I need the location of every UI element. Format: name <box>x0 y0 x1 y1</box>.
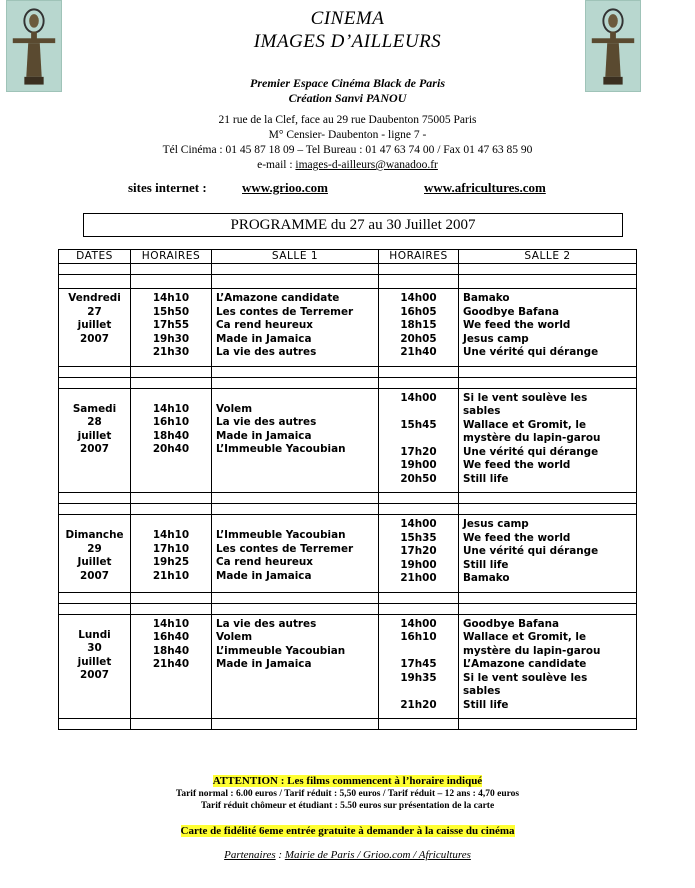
salle2-films <box>459 515 637 593</box>
salle2-films <box>459 388 637 493</box>
salle1-times-line: 21h40 <box>152 658 190 670</box>
salle1-times-line: 14h10 <box>152 617 190 630</box>
tarif-line: Tarif normal : 6.00 euros / Tarif réduit : 5,50 euros / Tarif réduit – 12 ans : 4,70 euros <box>175 789 520 799</box>
salle1-films-line: La vie des autres <box>216 346 317 358</box>
salle2-films-line: Jesus camp <box>463 332 529 345</box>
salle2-times-line <box>379 405 458 419</box>
salle1-films-line: Made in Jamaica <box>216 429 312 442</box>
sites-label: sites internet : <box>128 180 207 195</box>
header-salle-1: SALLE 1 <box>212 250 379 264</box>
salle2-films-line: Goodbye Bafana <box>463 305 559 318</box>
salle2-times-line: 14h00 <box>400 292 437 304</box>
salle2-times-line: 14h00 <box>400 617 437 630</box>
salle2-films-line: Une vérité qui dérange <box>463 445 599 458</box>
salle2-times-line: 17h20 <box>400 445 437 458</box>
spacer-row <box>59 719 637 730</box>
date-cell-line: Lundi <box>78 628 111 641</box>
salle2-times-line: 21h40 <box>400 346 437 358</box>
salle1-times-line: 21h30 <box>152 346 190 358</box>
salle1-films-line: L’immeuble Yacoubian <box>216 644 346 657</box>
salle1-times-line: 21h10 <box>152 569 190 582</box>
date-cell-line: 2007 <box>80 569 109 582</box>
creator: Création Sanvi PANOU <box>288 91 407 105</box>
date-cell-line: Juillet <box>77 556 112 568</box>
header-horaires-1: HORAIRES <box>131 250 212 264</box>
date-cell-line: 2007 <box>80 669 109 681</box>
programme-title: PROGRAMME du 27 au 30 Juillet 2007 <box>83 213 623 237</box>
salle2-times-line: 19h00 <box>400 459 437 471</box>
salle2-films-line: Bamako <box>463 572 510 584</box>
salle2-films-line: Jesus camp <box>463 518 529 530</box>
salle2-films-line: Bamako <box>463 292 510 304</box>
salle2-films-line: Wallace et Gromit, le <box>463 418 587 431</box>
salle1-films-line: Les contes de Terremer <box>216 305 354 318</box>
salle1-films <box>212 515 379 593</box>
salle2-times-line: 21h20 <box>400 698 437 711</box>
salle2-times <box>379 515 459 593</box>
salle2-times-line <box>379 685 458 699</box>
email-label: e-mail : <box>257 159 293 171</box>
salle2-films-line: Still life <box>463 558 509 571</box>
salle2-times-line: 19h00 <box>400 558 437 571</box>
address-line: 21 rue de la Clef, face au 29 rue Daubenton 75005 Paris <box>218 114 477 126</box>
site-link-africultures[interactable]: www.africultures.com <box>424 180 546 195</box>
site-link-grioo[interactable]: www.grioo.com <box>242 180 328 195</box>
salle1-films-line: Ca rend heureux <box>216 319 313 331</box>
salle2-times-line: 20h05 <box>400 332 437 345</box>
salle1-times-line: 14h10 <box>152 402 190 415</box>
day-row <box>59 289 637 367</box>
attention-notice <box>0 775 695 787</box>
salle1-times-line: 19h25 <box>152 556 190 568</box>
date-cell <box>59 614 131 719</box>
cinema-title: CINEMA <box>310 8 385 29</box>
salle1-times-line: 14h10 <box>152 529 190 541</box>
phone-line: Tél Cinéma : 01 45 87 18 09 – Tel Bureau : 01 47 63 74 00 / Fax 01 47 63 85 90 <box>162 144 533 156</box>
spacer-row <box>59 493 637 504</box>
salle1-times <box>131 515 212 593</box>
email-link[interactable]: images-d-ailleurs@wanadoo.fr <box>295 159 438 171</box>
salle2-films-line: Si le vent soulève les <box>463 671 588 684</box>
header-horaires-2: HORAIRES <box>379 250 459 264</box>
spacer-row <box>59 366 637 377</box>
subtitle: Premier Espace Cinéma Black de Paris <box>250 76 445 90</box>
salle1-films-line: Volem <box>216 631 253 643</box>
salle1-times-line: 20h40 <box>152 443 190 455</box>
date-cell <box>59 515 131 593</box>
salle2-films-line: Still life <box>463 472 509 485</box>
salle1-films-line: Made in Jamaica <box>216 332 312 345</box>
salle2-films-line: sables <box>463 405 501 417</box>
salle2-films-line: L’Amazone candidate <box>463 658 587 670</box>
salle1-times-line: 16h40 <box>152 631 190 643</box>
date-cell-line: 29 <box>87 542 102 555</box>
salle1-films-line: La vie des autres <box>216 617 317 630</box>
salle1-films <box>212 614 379 719</box>
salle2-times <box>379 388 459 493</box>
salle2-films-line: We feed the world <box>463 531 571 544</box>
salle2-times <box>379 289 459 367</box>
date-cell <box>59 388 131 493</box>
salle1-times-line: 18h40 <box>152 644 190 657</box>
day-row <box>59 388 637 493</box>
salle2-films-line: Wallace et Gromit, le <box>463 631 587 643</box>
salle1-films-line: L’Immeuble Yacoubian <box>216 529 346 541</box>
date-cell-line: Vendredi <box>68 292 121 304</box>
salle1-times-line: 17h10 <box>152 542 190 555</box>
salle1-films <box>212 289 379 367</box>
salle1-times-line: 15h50 <box>152 305 190 318</box>
salle1-times-line: 18h40 <box>152 429 190 442</box>
salle2-times-line: 18h15 <box>400 319 437 331</box>
salle1-films-line: L’Immeuble Yacoubian <box>216 443 346 455</box>
tarif-line-reduced: Tarif réduit chômeur et étudiant : 5.50 euros sur présentation de la carte <box>200 801 495 811</box>
day-row <box>59 515 637 593</box>
salle2-films-line: sables <box>463 685 501 697</box>
salle1-times <box>131 289 212 367</box>
salle2-films-line: mystère du lapin-garou <box>463 432 601 444</box>
salle2-films-line: Goodbye Bafana <box>463 617 559 630</box>
date-cell-line: 2007 <box>80 443 109 455</box>
salle2-films-line: Une vérité qui dérange <box>463 346 599 358</box>
salle1-times-line: 14h10 <box>152 292 190 304</box>
salle2-times-line: 20h50 <box>400 472 437 485</box>
loyalty-card-notice <box>0 825 695 837</box>
spacer-row <box>59 377 637 388</box>
date-cell-line: 2007 <box>80 332 109 345</box>
salle2-films-line: Si le vent soulève les <box>463 391 588 404</box>
salle1-films-line: Volem <box>216 402 253 415</box>
salle2-films-line: We feed the world <box>463 459 571 471</box>
spacer-row <box>59 603 637 614</box>
salle1-films-line: Ca rend heureux <box>216 556 313 568</box>
salle2-films-line: Still life <box>463 698 509 711</box>
programme-table <box>58 249 637 730</box>
salle2-times-line: 16h10 <box>400 631 437 643</box>
date-cell-line: Dimanche <box>65 529 124 541</box>
date-cell-line: juillet <box>77 655 112 668</box>
date-cell <box>59 289 131 367</box>
salle2-times <box>379 614 459 719</box>
date-cell-line: 28 <box>87 416 102 428</box>
salle1-times <box>131 388 212 493</box>
salle1-times <box>131 614 212 719</box>
header-dates: DATES <box>59 250 131 264</box>
salle1-films <box>212 388 379 493</box>
partners-line: Partenaires : Mairie de Paris / Grioo.com / Africultures <box>224 849 471 861</box>
salle2-times-line <box>379 432 458 446</box>
salle1-films-line: Made in Jamaica <box>216 658 312 670</box>
attention-text: ATTENTION : Les films commencent à l’horaire indiqué <box>212 775 483 787</box>
day-row <box>59 614 637 719</box>
spacer-row <box>59 275 637 289</box>
salle2-times-line <box>379 645 458 659</box>
salle2-times-line: 15h45 <box>400 418 437 431</box>
salle1-films-line: Les contes de Terremer <box>216 542 354 555</box>
salle1-times-line: 17h55 <box>152 319 190 331</box>
salle1-films-line: La vie des autres <box>216 416 317 428</box>
spacer-row <box>59 504 637 515</box>
loyalty-card-text: Carte de fidélité 6eme entrée gratuite à demander à la caisse du cinéma <box>180 825 515 837</box>
salle1-films-line: L’Amazone candidate <box>216 292 340 304</box>
salle2-times-line: 14h00 <box>400 391 437 404</box>
salle2-times-line: 17h20 <box>400 545 437 557</box>
salle2-films-line: mystère du lapin-garou <box>463 644 601 657</box>
salle2-times-line: 17h45 <box>400 658 437 670</box>
table-header-row <box>59 250 637 264</box>
salle2-films-line: We feed the world <box>463 319 571 331</box>
date-cell-line: juillet <box>77 319 112 331</box>
salle2-times-line: 14h00 <box>400 518 437 530</box>
metro-line: M° Censier- Daubenton - ligne 7 - <box>268 129 427 141</box>
partners-label: Partenaires <box>224 849 276 861</box>
salle1-films-line: Made in Jamaica <box>216 569 312 582</box>
header-salle-2: SALLE 2 <box>459 250 637 264</box>
cinema-name: IMAGES D’AILLEURS <box>253 31 442 52</box>
salle2-times-line: 19h35 <box>400 671 437 684</box>
salle2-films <box>459 614 637 719</box>
salle1-times-line: 16h10 <box>152 416 190 428</box>
date-cell-line: 30 <box>87 642 102 654</box>
email-line <box>0 159 695 171</box>
date-cell-line: juillet <box>77 429 112 442</box>
salle1-times-line: 19h30 <box>152 332 190 345</box>
salle2-films-line: Une vérité qui dérange <box>463 545 599 557</box>
spacer-row <box>59 264 637 275</box>
salle2-times-line: 16h05 <box>400 305 437 318</box>
date-cell-line: Samedi <box>72 402 117 415</box>
salle2-times-line: 21h00 <box>400 572 437 584</box>
salle2-times-line: 15h35 <box>400 531 437 544</box>
date-cell-line: 27 <box>87 305 102 318</box>
spacer-row <box>59 592 637 603</box>
salle2-films <box>459 289 637 367</box>
partners-list: Mairie de Paris / Grioo.com / Africultures <box>284 849 471 861</box>
